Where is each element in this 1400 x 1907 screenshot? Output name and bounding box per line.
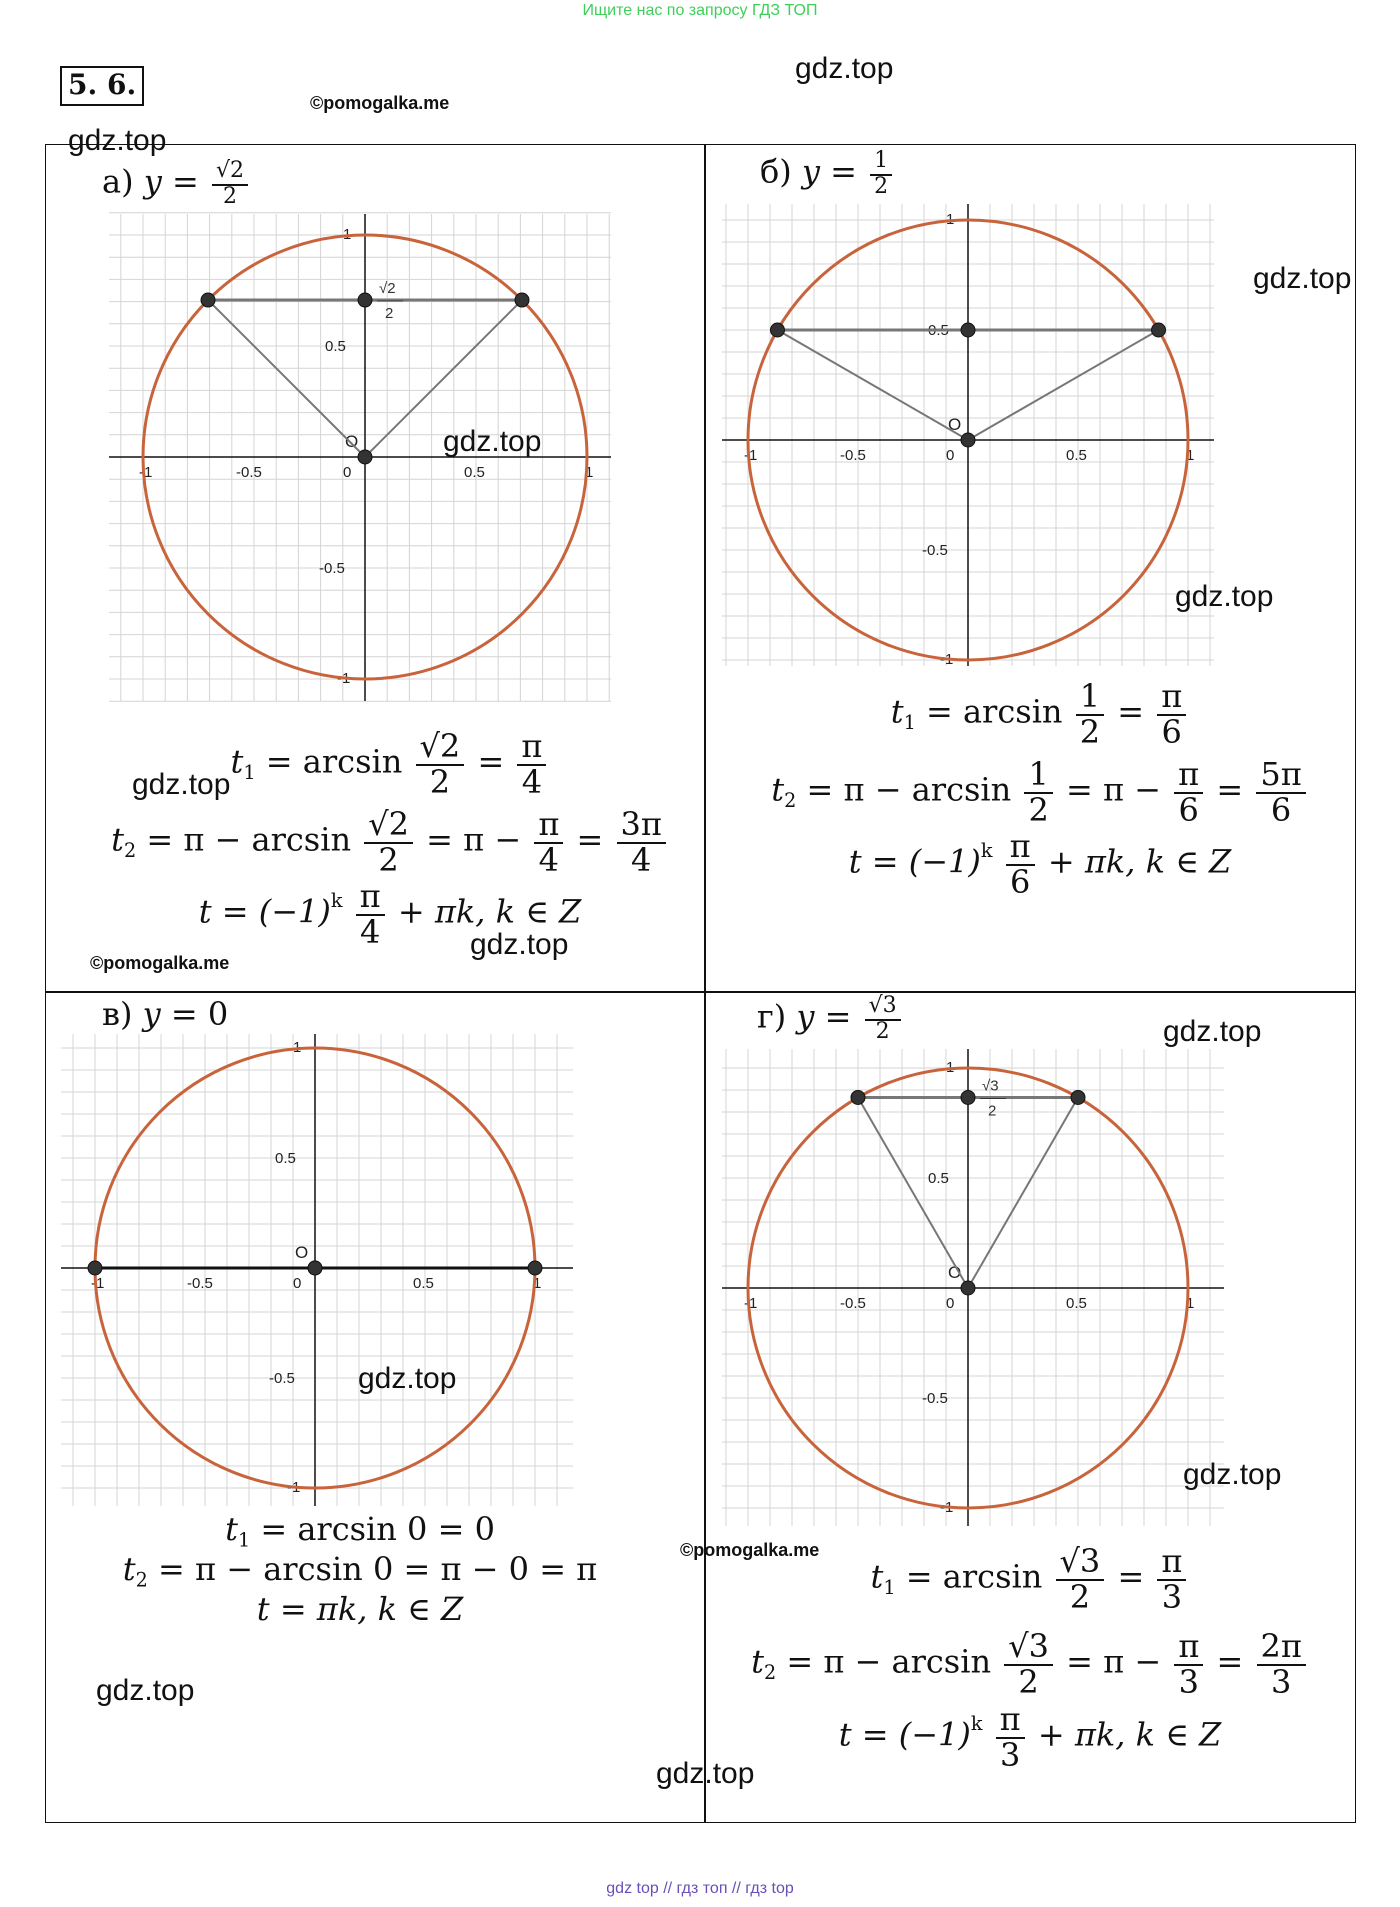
watermark-gdz: gdz.top	[358, 1362, 457, 1395]
panel-d-t1: $t_1 = \arcsin$ $\frac{√3}{2}$ = $\frac{\pi}{3}$	[730, 1545, 1330, 1613]
problem-number: 5. 6.	[60, 66, 144, 106]
x-tick-label: 1	[1186, 1295, 1195, 1312]
y-value-label-den: 2	[385, 305, 394, 323]
origin-label: O	[948, 415, 962, 434]
x-tick-label: 0	[946, 1295, 955, 1312]
x-tick-label: -1	[91, 1275, 105, 1292]
panel-c-heading: в) y = 0	[102, 995, 229, 1033]
point-marker	[88, 1261, 102, 1275]
watermark-pomogalka: ©pomogalka.me	[680, 1540, 820, 1560]
y-tick-label: 0.5	[275, 1150, 296, 1167]
y-tick-label: -0.5	[922, 542, 948, 559]
table-divider-horizontal	[45, 991, 1356, 993]
top-notice: Ищите нас по запросу ГДЗ ТОП	[582, 2, 818, 19]
watermark-gdz: gdz.top	[68, 124, 167, 157]
panel-c-t2: $t_2 = \pi - \arcsin 0 = \pi - 0 = \pi$	[122, 1550, 598, 1592]
panel-d-t: $t = (-1)^k$ $\frac{\pi}{3}$ + πk, k ∈ Z	[838, 1700, 1222, 1774]
point-marker	[961, 1090, 975, 1104]
point-marker	[1071, 1090, 1085, 1104]
table-divider-vertical	[704, 144, 706, 1823]
y-tick-label: 0.5	[325, 338, 346, 355]
panel-a-t: $t = (-1)^k$ $\frac{\pi}{4}$ + πk, k ∈ Z	[198, 877, 582, 951]
panel-b-heading: б) y = $\frac{1}{2}$	[760, 150, 895, 198]
point-marker	[961, 1281, 975, 1295]
point-marker	[308, 1261, 322, 1275]
x-tick-label: -1	[139, 464, 153, 481]
watermark-pomogalka: ©pomogalka.me	[90, 953, 230, 973]
y-tick-label: 0.5	[928, 322, 949, 339]
watermark-gdz: gdz.top	[132, 768, 231, 801]
radius-segment	[777, 330, 968, 440]
y-tick-label: 1	[293, 1039, 302, 1056]
x-tick-label: -0.5	[236, 464, 262, 481]
point-marker	[528, 1261, 542, 1275]
panel-c-t1: $t_1 = \arcsin 0 = 0$	[225, 1510, 495, 1552]
watermark-gdz: gdz.top	[1175, 580, 1274, 613]
x-tick-label: 0	[293, 1275, 302, 1292]
y-value-label-num: √2	[379, 280, 396, 298]
x-tick-label: 0.5	[413, 1275, 434, 1292]
y-tick-label: -0.5	[319, 560, 345, 577]
point-marker	[1152, 323, 1166, 337]
panel-c-t: t = πk, k ∈ Z	[256, 1590, 464, 1628]
y-tick-label: -1	[940, 1499, 954, 1516]
y-tick-label: -1	[287, 1479, 301, 1496]
footer-links: gdz top // гдз топ // гдз top	[606, 1880, 794, 1897]
y-tick-label: -0.5	[269, 1370, 295, 1387]
panel-b-unit-circle-plot	[718, 200, 1218, 670]
y-tick-label: -0.5	[922, 1390, 948, 1407]
point-marker	[851, 1090, 865, 1104]
x-tick-label: 1	[585, 464, 594, 481]
y-tick-label: 0.5	[928, 1170, 949, 1187]
radius-segment	[968, 1097, 1078, 1288]
panel-a-heading: а) y = $\frac{√2}{2}$	[102, 160, 251, 208]
x-tick-label: -1	[744, 447, 758, 464]
x-tick-label: 0	[946, 447, 955, 464]
origin-label: O	[345, 432, 359, 451]
x-tick-label: -0.5	[187, 1275, 213, 1292]
watermark-gdz: gdz.top	[1183, 1458, 1282, 1491]
x-tick-label: 0.5	[1066, 447, 1087, 464]
y-tick-label: -1	[337, 670, 351, 687]
watermark-gdz: gdz.top	[795, 52, 894, 85]
panel-c-unit-circle-plot	[57, 1030, 577, 1510]
y-tick-label: 1	[343, 226, 352, 243]
radius-segment	[968, 330, 1159, 440]
watermark-gdz: gdz.top	[470, 928, 569, 961]
panel-a-t1: $t_1 = \arcsin$ $\frac{√2}{2}$ = $\frac{\pi}{4}$	[90, 730, 690, 798]
watermark-gdz: gdz.top	[443, 425, 542, 458]
point-marker	[358, 450, 372, 464]
watermark-gdz: gdz.top	[96, 1674, 195, 1707]
x-tick-label: 1	[533, 1275, 542, 1292]
point-marker	[961, 433, 975, 447]
panel-b-t1: $t_1 = \arcsin$ $\frac{1}{2}$ = $\frac{\pi}{6}$	[740, 680, 1340, 748]
watermark-gdz: gdz.top	[1163, 1015, 1262, 1048]
point-marker	[515, 293, 529, 307]
origin-label: O	[295, 1243, 309, 1262]
x-tick-label: -1	[744, 1295, 758, 1312]
point-marker	[961, 323, 975, 337]
point-marker	[358, 293, 372, 307]
radius-segment	[858, 1097, 968, 1288]
x-tick-label: 0.5	[464, 464, 485, 481]
panel-b-t: $t = (-1)^k$ $\frac{\pi}{6}$ + πk, k ∈ Z	[848, 827, 1232, 901]
panel-a-t2: $t_2 = \pi - \arcsin$ $\frac{√2}{2}$ = π − $\frac{\pi}{4}$ = $\frac{3\pi}{4}$	[90, 808, 690, 876]
point-marker	[770, 323, 784, 337]
panel-d-heading: г) y = $\frac{√3}{2}$	[757, 995, 904, 1043]
x-tick-label: 0	[343, 464, 352, 481]
watermark-pomogalka: ©pomogalka.me	[310, 93, 450, 113]
panel-d-unit-circle-plot	[718, 1045, 1228, 1530]
y-tick-label: 1	[946, 211, 955, 228]
x-tick-label: -0.5	[840, 447, 866, 464]
y-tick-label: 1	[946, 1059, 955, 1076]
panel-d-t2: $t_2 = \pi - \arcsin$ $\frac{√3}{2}$ = π − $\frac{\pi}{3}$ = $\frac{2\pi}{3}$	[730, 1630, 1330, 1698]
panel-b-t2: $t_2 = \pi - \arcsin$ $\frac{1}{2}$ = π − $\frac{\pi}{6}$ = $\frac{5\pi}{6}$	[740, 758, 1340, 826]
watermark-gdz: gdz.top	[1253, 262, 1352, 295]
origin-label: O	[948, 1263, 962, 1282]
watermark-gdz: gdz.top	[656, 1757, 755, 1790]
y-tick-label: -1	[940, 651, 954, 668]
point-marker	[201, 293, 215, 307]
y-value-label-num: √3	[982, 1077, 999, 1095]
x-tick-label: -0.5	[840, 1295, 866, 1312]
y-value-label-den: 2	[988, 1102, 997, 1120]
x-tick-label: 1	[1186, 447, 1195, 464]
x-tick-label: 0.5	[1066, 1295, 1087, 1312]
